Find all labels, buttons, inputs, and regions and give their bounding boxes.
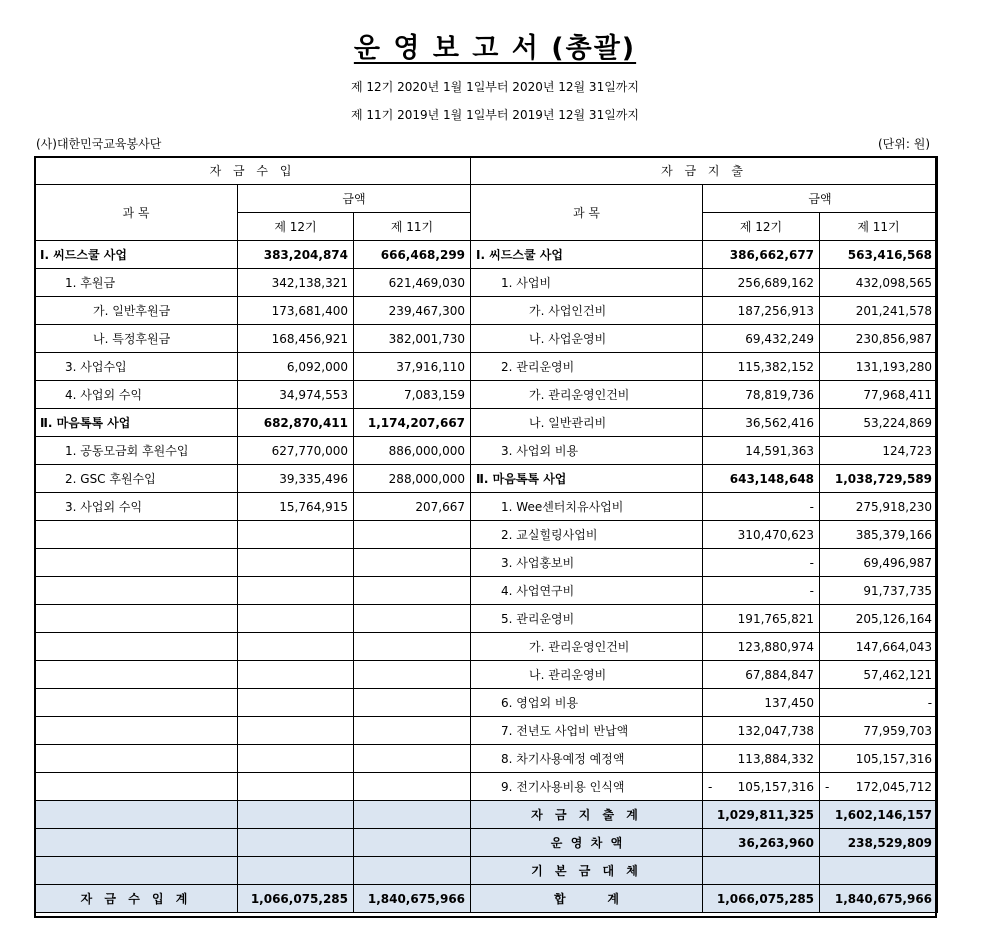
expense-current: - [703,549,820,577]
expense-subject: 7. 전년도 사업비 반납액 [471,717,703,745]
table-row [35,717,938,745]
income-subject: 2. GSC 후원수입 [35,465,238,493]
income-amount-header: 금액 [238,185,471,213]
table-row [35,773,938,801]
income-previous: 886,000,000 [354,437,471,465]
expense-subject: 8. 차기사용예정 예정액 [471,745,703,773]
expense-subject: Ⅱ. 마음톡톡 사업 [471,465,703,493]
expense-previous: 57,462,121 [820,661,938,689]
expense-current: - [703,493,820,521]
income-current [238,633,354,661]
expense-previous: 69,496,987 [820,549,938,577]
expense-previous: 275,918,230 [820,493,938,521]
income-previous [354,773,471,801]
expense-current: - [703,577,820,605]
expense-subject: 3. 사업홍보비 [471,549,703,577]
header-row-2 [35,185,938,213]
income-previous: 288,000,000 [354,465,471,493]
expense-total-row [35,801,938,829]
income-current [238,745,354,773]
table-row [35,241,938,269]
expense-current: 191,765,821 [703,605,820,633]
income-previous: 37,916,110 [354,353,471,381]
income-total-current: 1,066,075,285 [238,885,354,913]
expense-current: 256,689,162 [703,269,820,297]
expense-current: 14,591,363 [703,437,820,465]
income-previous [354,661,471,689]
expense-subject: 가. 관리운영인건비 [471,633,703,661]
expense-current: 187,256,913 [703,297,820,325]
expense-current-header: 제 12기 [703,213,820,241]
income-current: 15,764,915 [238,493,354,521]
negative-sign: - [708,779,713,794]
income-subject [35,745,238,773]
expense-subject: 1. Wee센터치유사업비 [471,493,703,521]
organization-name: (사)대한민국교육봉사단 [36,137,162,151]
expense-current: 67,884,847 [703,661,820,689]
table-row [35,661,938,689]
income-subject-header: 과 목 [35,185,238,241]
expense-previous: 205,126,164 [820,605,938,633]
grand-total-label: 합 계 [471,885,703,913]
expense-current: 69,432,249 [703,325,820,353]
table-row [35,745,938,773]
income-current [238,661,354,689]
income-previous: 207,667 [354,493,471,521]
income-subject: 나. 특정후원금 [35,325,238,353]
expense-subject: 5. 관리운영비 [471,605,703,633]
income-current: 383,204,874 [238,241,354,269]
table-row [35,297,938,325]
expense-current: 113,884,332 [703,745,820,773]
table-row [35,633,938,661]
expense-previous: 131,193,280 [820,353,938,381]
balance-label: 운 영 차 액 [471,829,703,857]
income-previous [354,577,471,605]
table-row [35,549,938,577]
expense-previous: 91,737,735 [820,577,938,605]
expense-total-label: 자 금 지 출 계 [471,801,703,829]
income-subject [35,605,238,633]
income-previous: 7,083,159 [354,381,471,409]
income-subject [35,549,238,577]
income-total-previous: 1,840,675,966 [354,885,471,913]
expense-previous: - [820,689,938,717]
table-row [35,409,938,437]
income-previous: 239,467,300 [354,297,471,325]
table-row [35,689,938,717]
income-current [238,689,354,717]
income-previous [354,717,471,745]
balance-row [35,829,938,857]
income-previous-header: 제 11기 [354,213,471,241]
expense-previous: 201,241,578 [820,297,938,325]
income-subject: 3. 사업수입 [35,353,238,381]
income-current: 34,974,553 [238,381,354,409]
expense-previous: 432,098,565 [820,269,938,297]
grand-total-previous: 1,840,675,966 [820,885,938,913]
unit-label: (단위: 원) [878,137,930,151]
period-previous: 제 11기 2019년 1월 1일부터 2019년 12월 31일까지 [351,108,639,122]
income-previous: 621,469,030 [354,269,471,297]
income-previous [354,521,471,549]
expense-previous: 77,968,411 [820,381,938,409]
expense-total-previous: 1,602,146,157 [820,801,938,829]
amount-value: 172,045,712 [855,779,933,794]
expense-previous: 105,157,316 [820,745,938,773]
income-current: 39,335,496 [238,465,354,493]
grand-total-row [35,885,938,913]
expense-amount-header: 금액 [703,185,938,213]
income-previous [354,633,471,661]
income-current [238,521,354,549]
expense-previous: 385,379,166 [820,521,938,549]
expense-current [703,773,820,801]
income-current [238,717,354,745]
balance-current: 36,263,960 [703,829,820,857]
expense-current: 115,382,152 [703,353,820,381]
negative-sign: - [825,779,830,794]
expense-subject: 6. 영업외 비용 [471,689,703,717]
income-current: 6,092,000 [238,353,354,381]
income-previous [354,549,471,577]
income-previous: 382,001,730 [354,325,471,353]
income-subject: 4. 사업외 수익 [35,381,238,409]
expense-current: 123,880,974 [703,633,820,661]
report-title: 운 영 보 고 서 (총괄) [353,33,637,64]
expense-subject: 9. 전기사용비용 인식액 [471,773,703,801]
expense-previous: 147,664,043 [820,633,938,661]
table-row [35,605,938,633]
expense-previous-header: 제 11기 [820,213,938,241]
income-subject [35,773,238,801]
income-previous: 666,468,299 [354,241,471,269]
table-row [35,269,938,297]
expense-subject: Ⅰ. 씨드스쿨 사업 [471,241,703,269]
expense-previous: 230,856,987 [820,325,938,353]
expense-previous: 1,038,729,589 [820,465,938,493]
expense-subject: 2. 교실힐링사업비 [471,521,703,549]
income-current: 168,456,921 [238,325,354,353]
expense-total-current: 1,029,811,325 [703,801,820,829]
income-total-label: 자 금 수 입 계 [35,885,238,913]
income-current [238,577,354,605]
income-subject: Ⅱ. 마음톡톡 사업 [35,409,238,437]
income-current [238,549,354,577]
expense-header: 자 금 지 출 [471,157,938,185]
income-current [238,605,354,633]
operations-report-table [34,156,938,913]
income-current: 342,138,321 [238,269,354,297]
expense-subject: 4. 사업연구비 [471,577,703,605]
expense-current: 132,047,738 [703,717,820,745]
expense-subject-header: 과 목 [471,185,703,241]
table-row [35,577,938,605]
income-previous [354,605,471,633]
income-subject [35,577,238,605]
expense-subject: 가. 관리운영인건비 [471,381,703,409]
table-row [35,353,938,381]
header-row-1 [35,157,938,185]
income-subject [35,717,238,745]
fund-transfer-label: 기 본 금 대 체 [471,857,703,885]
expense-previous: 53,224,869 [820,409,938,437]
table-row [35,493,938,521]
expense-previous: 124,723 [820,437,938,465]
expense-current: 137,450 [703,689,820,717]
expense-subject: 1. 사업비 [471,269,703,297]
balance-previous: 238,529,809 [820,829,938,857]
income-subject: 1. 후원금 [35,269,238,297]
expense-current: 36,562,416 [703,409,820,437]
expense-subject: 가. 사업인건비 [471,297,703,325]
income-subject: 1. 공동모금회 후원수입 [35,437,238,465]
expense-previous: 563,416,568 [820,241,938,269]
expense-previous: 77,959,703 [820,717,938,745]
income-subject: Ⅰ. 씨드스쿨 사업 [35,241,238,269]
income-previous [354,689,471,717]
table-row [35,437,938,465]
income-current: 682,870,411 [238,409,354,437]
income-subject [35,661,238,689]
income-subject [35,633,238,661]
table-row [35,465,938,493]
table-row [35,325,938,353]
expense-subject: 나. 관리운영비 [471,661,703,689]
income-subject [35,521,238,549]
income-current: 173,681,400 [238,297,354,325]
income-header: 자 금 수 입 [35,157,471,185]
amount-value: 105,157,316 [737,779,815,794]
expense-current: 310,470,623 [703,521,820,549]
expense-previous [820,773,938,801]
expense-subject: 나. 일반관리비 [471,409,703,437]
income-current: 627,770,000 [238,437,354,465]
fund-transfer-row [35,857,938,885]
income-current-header: 제 12기 [238,213,354,241]
expense-current: 643,148,648 [703,465,820,493]
income-current [238,773,354,801]
income-subject [35,689,238,717]
income-previous: 1,174,207,667 [354,409,471,437]
income-previous [354,745,471,773]
period-current: 제 12기 2020년 1월 1일부터 2020년 12월 31일까지 [351,80,639,94]
income-subject: 가. 일반후원금 [35,297,238,325]
expense-subject: 나. 사업운영비 [471,325,703,353]
expense-subject: 2. 관리운영비 [471,353,703,381]
expense-subject: 3. 사업외 비용 [471,437,703,465]
grand-total-current: 1,066,075,285 [703,885,820,913]
table-row [35,381,938,409]
expense-current: 78,819,736 [703,381,820,409]
income-subject: 3. 사업외 수익 [35,493,238,521]
table-row [35,521,938,549]
expense-current: 386,662,677 [703,241,820,269]
